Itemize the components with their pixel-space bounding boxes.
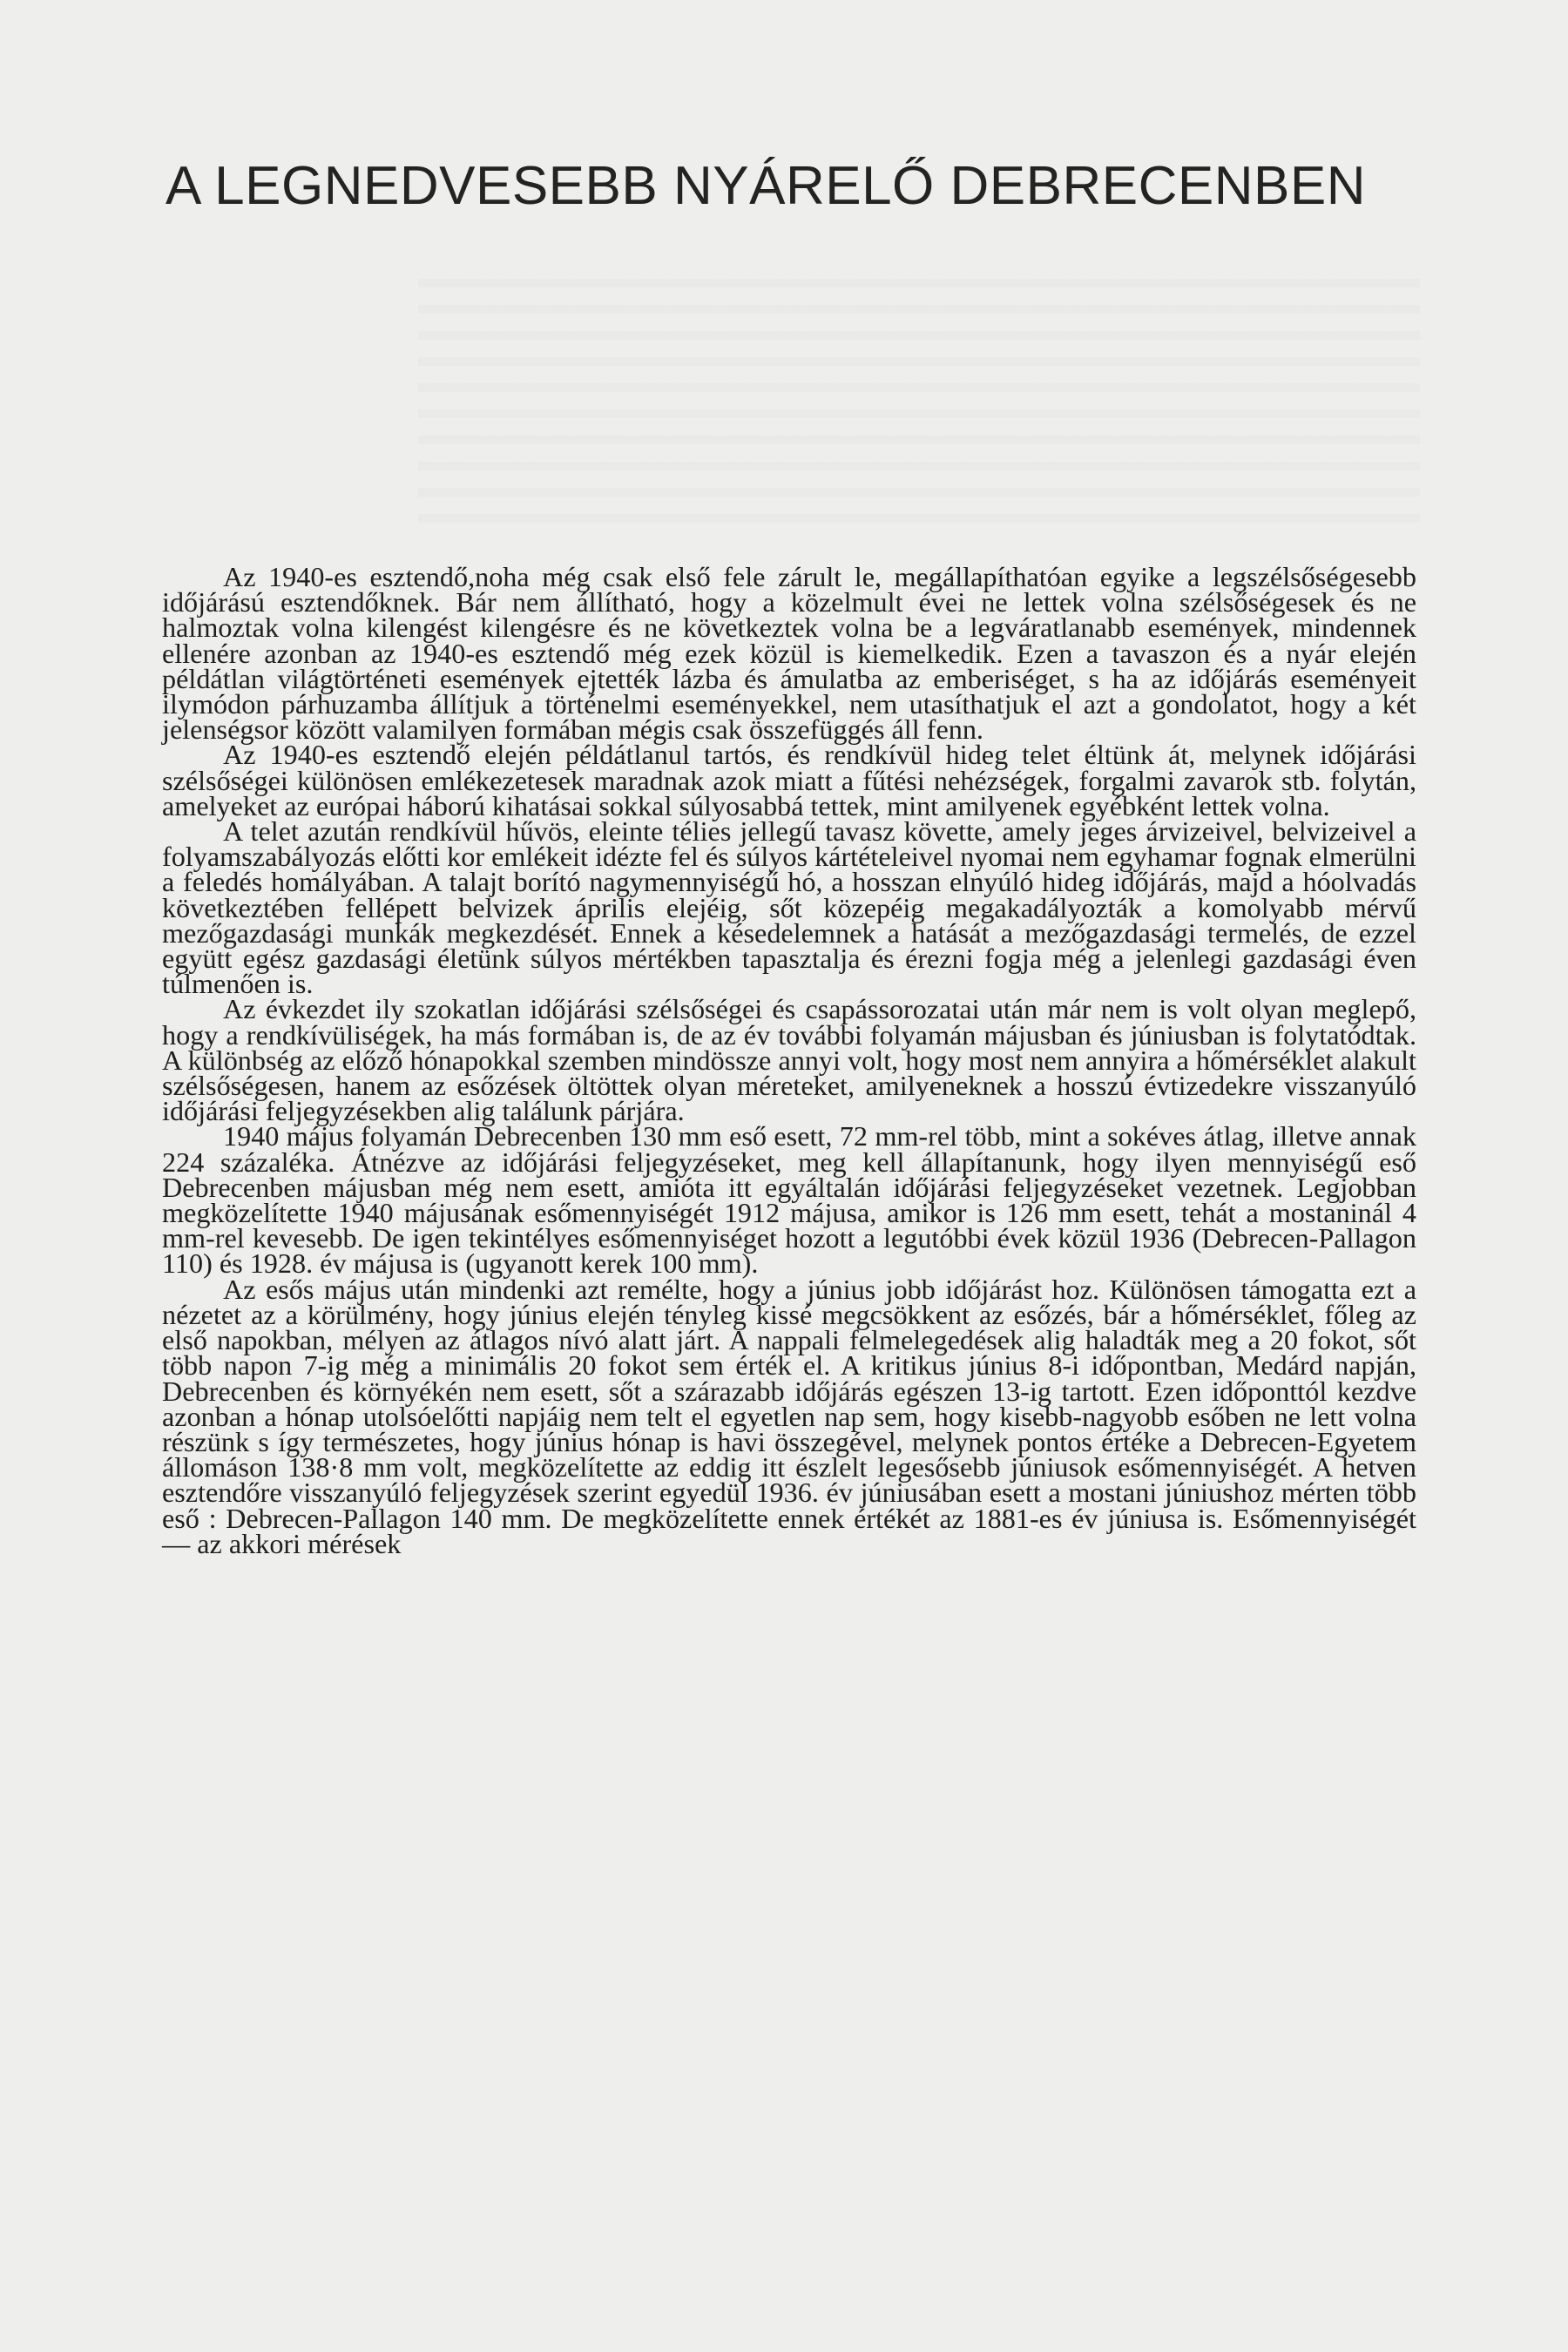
paragraph-3: A telet azután rendkívül hűvös, eleinte télies jellegű tavasz követte, amely jeges árvizeivel, belvizeivel a folyamszabályozás előtti kor emlékeit idézte fel és súlyos kártételeivel nyomai nem egyhamar fognak elmerülni a feledés homályában. A talajt borító nagymennyiségű hó, a hosszan elnyúló hideg időjárás, majd a hóolvadás következtében fellépett belvizek április elejéig, sőt közepéig megakadályozták a komolyabb mérvű mezőgazdasági munkák megkezdését. Ennek a késedelemnek a hatását a mezőgazdasági termelés, de ezzel együtt egész gazdasági életünk súlyos mértékben tapasztalja és érezni fogja még a jelenlegi gazdasági éven túlmenően is. (162, 815, 1416, 1000)
page-title: A LEGNEDVESEBB NYÁRELŐ DEBRECENBEN (166, 156, 1367, 216)
paragraph-2: Az 1940-es esztendő elején példátlanul tartós, és rendkívül hideg telet éltünk át, melynek időjárási szélsőségei különösen emlékezetesek maradnak azok miatt a fűtési nehézségek, forgalmi zavarok stb. folytán, amelyeket az európai háború kihatásai sokkal súlyosabbá tettek, mint amilyenek egyébként lettek volna. (162, 739, 1416, 821)
paragraph-6: Az esős május után mindenki azt remélte, hogy a június jobb időjárást hoz. Különösen támogatta ezt a nézetet az a körülmény, hogy június elején tényleg kissé megcsökkent az esőzés, bár a hőmérséklet, főleg az első napokban, mélyen az átlagos nívó alatt járt. A nappali felmelegedések alig haladták meg a 20 fokot, sőt több napon 7-ig még a minimális 20 fokot sem érték el. A kritikus június 8-i időpontban, Medárd napján, Debrecenben és környékén nem esett, sőt a szárazabb időjárás egészen 13-ig tartott. Ezen időponttól kezdve azonban a hónap utolsóelőtti napjáig nem telt el egyetlen nap sem, hogy kisebb-nagyobb esőben ne lett volna részünk s így természetes, hogy június hónap is havi összegével, melynek pontos értéke a Debrecen-Egyetem állomáson 138·8 mm volt, megközelítette az eddig itt észlelt legesősebb júniusok esőmennyiségét. A hetven esztendőre visszanyúló feljegyzések szerint egyedül 1936. év júniusában esett a mostani júniushoz mérten több eső : Debrecen-Pallagon 140 mm. De megközelítette ennek értékét az 1881-es év júniusa is. Esőmennyiségét — az akkori mérések (162, 1273, 1416, 1559)
paragraph-4: Az évkezdet ily szokatlan időjárási szélsőségei és csapássorozatai után már nem is volt olyan meglepő, hogy a rendkívüliségek, ha más formában is, de az év további folyamán májusban és júniusban is folytatódtak. A különbség az előző hónapokkal szemben mindössze annyi volt, hogy most nem annyira a hőmérséklet alakult szélsőségesen, hanem az esőzések öltöttek olyan méreteket, amilyeneknek a hosszú évtizedekre visszanyúló időjárási feljegyzésekben alig találunk párjára. (162, 993, 1416, 1127)
paragraph-5: 1940 május folyamán Debrecenben 130 mm eső esett, 72 mm-rel több, mint a sokéves átlag, illetve annak 224 százaléka. Átnézve az időjárási feljegyzéseket, meg kell állapítanunk, hogy ilyen mennyiségű eső Debrecenben májusban még nem esett, amióta itt egyáltalán időjárási feljegyzéseket vezetnek. Legjobban megközelítette 1940 májusának esőmennyiségét 1912 májusa, amikor is 126 mm esett, tehát a mostaninál 4 mm-rel kevesebb. De igen tekintélyes esőmennyiséget hozott a legutóbbi évek közül 1936 (Debrecen-Pallagon 110) és 1928. év májusa is (ugyanott kerek 100 mm). (162, 1120, 1416, 1280)
show-through-text (418, 279, 1420, 531)
article-body (162, 561, 1416, 1559)
paragraph-1: Az 1940-es esztendő,noha még csak első fele zárult le, megállapíthatóan egyike a legszélsőségesebb időjárású esztendőknek. Bár nem állítható, hogy a közelmult évei ne lettek volna szélsőségesek és ne halmoztak volna kilengést kilengésre és ne következtek volna be a legváratlanabb események, mindennek ellenére azonban az 1940-es esztendő még ezek közül is kiemelkedik. Ezen a tavaszon és a nyár elején példátlan világtörténeti események ejtették lázba és ámulatba az emberiséget, s ha az időjárás eseményeit ilymódon párhuzamba állítjuk a történelmi eseményekkel, nem utasíthatjuk el azt a gondolatot, hogy a két jelenségsor között valamilyen formában mégis csak összefüggés áll fenn. (162, 561, 1416, 746)
